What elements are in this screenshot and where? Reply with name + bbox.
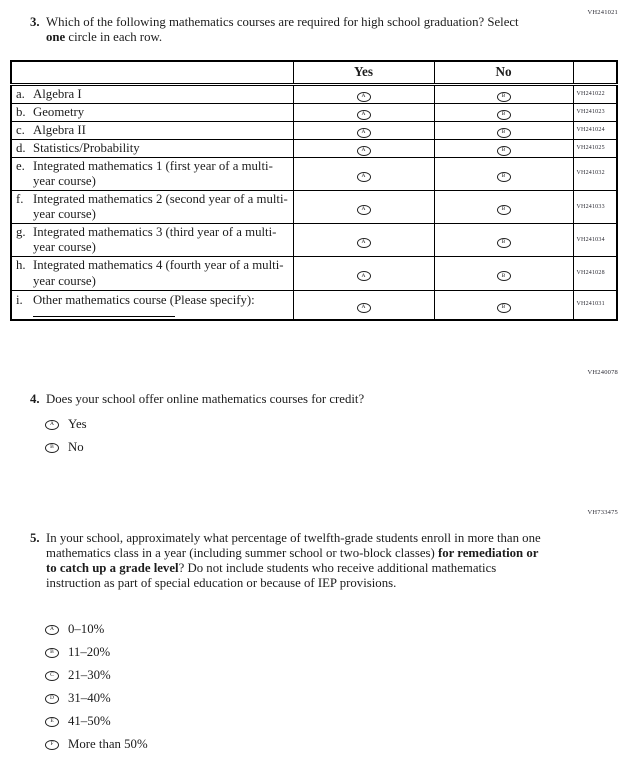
- yes-radio-circle[interactable]: [357, 303, 371, 313]
- header-course-blank: [11, 61, 293, 84]
- question-3-text-bold: one: [46, 30, 66, 45]
- yes-radio-circle[interactable]: [357, 238, 371, 248]
- row-letter: b.: [16, 104, 26, 119]
- option-label: 0–10%: [68, 621, 105, 636]
- row-label: Algebra I: [33, 86, 82, 101]
- no-radio-circle[interactable]: [497, 110, 511, 120]
- accession-code-q3: VH241021: [587, 9, 618, 16]
- option-no[interactable]: [45, 436, 87, 459]
- option-label: 41–50%: [68, 713, 111, 728]
- course-cell: [11, 157, 293, 190]
- no-radio-circle[interactable]: [497, 128, 511, 138]
- option-21-30[interactable]: [45, 664, 148, 687]
- option-more-than-50[interactable]: [45, 733, 148, 756]
- option-31-40[interactable]: [45, 687, 148, 710]
- circle-letter: F: [50, 740, 54, 747]
- circle-letter: A: [361, 304, 366, 310]
- row-label: Integrated mathematics 2 (second year of a multi-year course): [33, 192, 288, 222]
- question-4: [30, 392, 530, 407]
- course-cell: [11, 224, 293, 257]
- yes-radio-circle[interactable]: [357, 128, 371, 138]
- yes-radio-circle[interactable]: [357, 172, 371, 182]
- no-radio-circle[interactable]: [497, 146, 511, 156]
- row-letter: d.: [16, 140, 26, 155]
- no-radio-circle[interactable]: [497, 303, 511, 313]
- circle-letter: B: [501, 272, 506, 279]
- row-code: VH241023: [573, 103, 617, 121]
- yes-radio-circle[interactable]: [357, 271, 371, 281]
- table-header-row: [11, 61, 617, 84]
- accession-code-q4: VH240078: [587, 369, 618, 376]
- circle-letter: A: [361, 147, 366, 154]
- answer-radio-circle[interactable]: [45, 671, 59, 681]
- row-label: Integrated mathematics 3 (third year of a multi-year course): [33, 225, 277, 255]
- courses-required-table: [10, 60, 618, 321]
- circle-letter: A: [361, 111, 366, 118]
- question-5-number: 5.: [30, 531, 40, 545]
- row-label: [33, 293, 289, 317]
- table-row-integrated-4: [11, 257, 617, 290]
- table-row-algebra-1: [11, 84, 617, 103]
- option-label: 31–40%: [68, 690, 111, 705]
- table-row-integrated-3: [11, 224, 617, 257]
- row-letter: h.: [16, 258, 26, 273]
- answer-radio-circle[interactable]: [45, 443, 59, 453]
- yes-radio-circle[interactable]: [357, 92, 371, 102]
- no-radio-circle[interactable]: [497, 238, 511, 248]
- table-row-integrated-2: [11, 191, 617, 224]
- course-cell: [11, 121, 293, 139]
- question-5: [30, 531, 546, 591]
- circle-letter: B: [501, 239, 506, 246]
- row-letter: a.: [16, 86, 25, 101]
- circle-letter: E: [50, 717, 54, 724]
- row-label: Integrated mathematics 1 (first year of a multi-year course): [33, 158, 273, 188]
- row-code: VH241024: [573, 121, 617, 139]
- question-5-text-post: ? Do not include students who receive additional mathematics instruction as part of special education or because of IEP provisions.: [46, 561, 497, 591]
- no-radio-circle[interactable]: [497, 271, 511, 281]
- table-row-geometry: [11, 103, 617, 121]
- option-label: More than 50%: [68, 736, 148, 751]
- circle-letter: B: [50, 443, 54, 450]
- option-11-20[interactable]: [45, 641, 148, 664]
- option-0-10[interactable]: [45, 618, 148, 641]
- circle-letter: B: [501, 129, 506, 136]
- answer-radio-circle[interactable]: [45, 420, 59, 430]
- question-5-text: [46, 531, 546, 591]
- row-label: Statistics/Probability: [33, 140, 140, 155]
- circle-letter: B: [50, 648, 54, 655]
- row-code: VH241025: [573, 139, 617, 157]
- row-code: VH241031: [573, 290, 617, 320]
- circle-letter: B: [501, 111, 506, 118]
- table-row-other-course: [11, 290, 617, 320]
- course-cell: [11, 290, 293, 320]
- row-code: VH241033: [573, 191, 617, 224]
- yes-radio-circle[interactable]: [357, 110, 371, 120]
- row-letter: f.: [16, 192, 24, 207]
- question-4-text: Does your school offer online mathematics courses for credit?: [46, 392, 365, 406]
- row-letter: i.: [16, 292, 23, 307]
- circle-letter: B: [501, 206, 506, 213]
- no-radio-circle[interactable]: [497, 172, 511, 182]
- option-41-50[interactable]: [45, 710, 148, 733]
- circle-letter: A: [50, 420, 54, 427]
- question-3-text-pre: Which of the following mathematics courses are required for high school graduation? Select: [46, 15, 519, 29]
- course-cell: [11, 257, 293, 290]
- circle-letter: A: [361, 239, 366, 246]
- circle-letter: A: [361, 93, 366, 100]
- header-code-blank: [573, 61, 617, 84]
- course-cell: [11, 84, 293, 103]
- header-no: No: [434, 61, 573, 84]
- question-4-number: 4.: [30, 392, 40, 406]
- circle-letter: B: [501, 304, 506, 310]
- answer-radio-circle[interactable]: [45, 648, 59, 658]
- row-label: Algebra II: [33, 122, 86, 137]
- question-5-options: [45, 618, 148, 756]
- table-row-integrated-1: [11, 157, 617, 190]
- row-letter: g.: [16, 225, 26, 240]
- circle-letter: A: [361, 206, 366, 213]
- question-5-text-pre: In your school, approximately what percentage of twelfth-grade students enroll in more than one mathematics class in a year (including summer school or two-block classes): [46, 531, 541, 561]
- circle-letter: B: [501, 93, 506, 100]
- circle-letter: A: [361, 173, 366, 180]
- option-label: No: [68, 439, 84, 454]
- question-4-options: [45, 413, 87, 459]
- question-3: [30, 15, 526, 45]
- row-label: Integrated mathematics 4 (fourth year of a multi-year course): [33, 258, 284, 288]
- circle-letter: C: [50, 671, 54, 678]
- row-letter: c.: [16, 122, 25, 137]
- no-radio-circle[interactable]: [497, 205, 511, 215]
- circle-letter: A: [361, 272, 366, 279]
- accession-code-q5: VH733475: [587, 509, 618, 516]
- option-label: 11–20%: [68, 644, 111, 659]
- row-letter: e.: [16, 158, 25, 173]
- course-cell: [11, 103, 293, 121]
- answer-radio-circle[interactable]: [45, 625, 59, 635]
- answer-radio-circle[interactable]: [45, 740, 59, 750]
- option-label: Yes: [68, 416, 87, 431]
- course-cell: [11, 191, 293, 224]
- option-yes[interactable]: [45, 413, 87, 436]
- row-code: VH241022: [573, 84, 617, 103]
- answer-radio-circle[interactable]: [45, 694, 59, 704]
- table-row-algebra-2: [11, 121, 617, 139]
- row-code: VH241034: [573, 224, 617, 257]
- row-code: VH241032: [573, 157, 617, 190]
- answer-radio-circle[interactable]: [45, 717, 59, 727]
- yes-radio-circle[interactable]: [357, 146, 371, 156]
- circle-letter: B: [501, 173, 506, 180]
- circle-letter: A: [50, 625, 54, 632]
- specify-blank-line[interactable]: [33, 308, 175, 317]
- option-label: 21–30%: [68, 667, 111, 682]
- course-cell: [11, 139, 293, 157]
- circle-letter: A: [361, 129, 366, 136]
- table-row-statistics: [11, 139, 617, 157]
- question-3-text-post: circle in each row.: [65, 30, 163, 45]
- header-yes: Yes: [293, 61, 434, 84]
- question-3-number: 3.: [30, 15, 40, 29]
- row-label-text: Other mathematics course (Please specify):: [33, 292, 255, 307]
- yes-radio-circle[interactable]: [357, 205, 371, 215]
- no-radio-circle[interactable]: [497, 92, 511, 102]
- circle-letter: D: [50, 694, 54, 701]
- circle-letter: B: [501, 147, 506, 154]
- row-label: Geometry: [33, 104, 85, 119]
- row-code: VH241028: [573, 257, 617, 290]
- question-3-text: [46, 15, 526, 45]
- question-5-text-bold: for remediation or to catch up a grade level: [46, 546, 539, 576]
